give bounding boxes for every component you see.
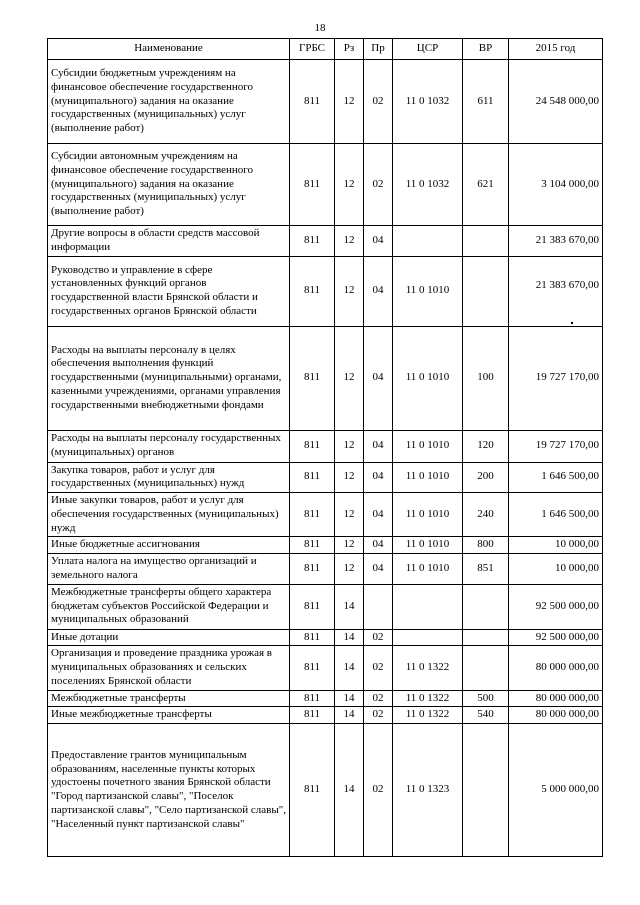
cell-amount: 24 548 000,00 (509, 60, 603, 144)
table-row (48, 554, 603, 585)
cell-pr: 02 (364, 629, 393, 646)
cell-csr: 11 0 1010 (393, 430, 463, 462)
cell-grbs: 811 (290, 326, 335, 430)
cell-csr: 11 0 1322 (393, 646, 463, 690)
cell-grbs: 811 (290, 226, 335, 257)
header-name: Наименование (48, 39, 290, 60)
cell-pr: 04 (364, 326, 393, 430)
cell-rz: 12 (335, 256, 364, 326)
cell-vr: 611 (463, 60, 509, 144)
cell-grbs: 811 (290, 724, 335, 857)
cell-grbs: 811 (290, 584, 335, 629)
cell-pr: 02 (364, 60, 393, 144)
header-vr: ВР (463, 39, 509, 60)
cell-name: Закупка товаров, работ и услуг для государственных (муниципальных) нужд (48, 462, 290, 493)
cell-csr: 11 0 1010 (393, 554, 463, 585)
cell-name: Иные дотации (48, 629, 290, 646)
cell-rz: 14 (335, 707, 364, 724)
cell-pr: 04 (364, 256, 393, 326)
cell-rz: 14 (335, 724, 364, 857)
table-row (48, 493, 603, 537)
cell-pr: 02 (364, 646, 393, 690)
cell-csr (393, 629, 463, 646)
cell-rz: 12 (335, 60, 364, 144)
cell-amount: 10 000,00 (509, 554, 603, 585)
cell-name: Межбюджетные трансферты общего характера бюджетам субъектов Российской Федерации и муниципальных образований (48, 584, 290, 629)
cell-csr: 11 0 1010 (393, 256, 463, 326)
cell-name: Межбюджетные трансферты (48, 690, 290, 707)
table-row (48, 60, 603, 144)
cell-pr: 02 (364, 707, 393, 724)
cell-csr: 11 0 1010 (393, 326, 463, 430)
cell-name: Субсидии бюджетным учреждениям на финансовое обеспечение государственного (муниципального) задания на оказание государственных (муниципальных) услуг (выполнение работ) (48, 60, 290, 144)
cell-vr: 500 (463, 690, 509, 707)
header-csr: ЦСР (393, 39, 463, 60)
cell-vr (463, 584, 509, 629)
cell-vr: 200 (463, 462, 509, 493)
cell-pr: 04 (364, 462, 393, 493)
budget-table (47, 38, 603, 857)
cell-vr: 851 (463, 554, 509, 585)
cell-csr: 11 0 1323 (393, 724, 463, 857)
cell-amount: 5 000 000,00 (509, 724, 603, 857)
cell-rz: 14 (335, 646, 364, 690)
table-row (48, 724, 603, 857)
cell-name: Другие вопросы в области средств массовой информации (48, 226, 290, 257)
cell-csr: 11 0 1010 (393, 537, 463, 554)
cell-grbs: 811 (290, 646, 335, 690)
page-number: 18 (314, 22, 326, 34)
cell-csr: 11 0 1322 (393, 707, 463, 724)
cell-name: Руководство и управление в сфере установленных функций органов государственной власти Брянской области и государственных органов Брянской области (48, 256, 290, 326)
cell-amount: 92 500 000,00 (509, 629, 603, 646)
cell-vr: 100 (463, 326, 509, 430)
cell-grbs: 811 (290, 60, 335, 144)
table-row (48, 226, 603, 257)
header-pr: Пр (364, 39, 393, 60)
table-row (48, 462, 603, 493)
cell-grbs: 811 (290, 707, 335, 724)
cell-rz: 14 (335, 690, 364, 707)
table-row (48, 326, 603, 430)
cell-csr: 11 0 1322 (393, 690, 463, 707)
header-rz: Рз (335, 39, 364, 60)
cell-vr: 800 (463, 537, 509, 554)
table-row (48, 537, 603, 554)
cell-pr: 02 (364, 144, 393, 226)
cell-grbs: 811 (290, 493, 335, 537)
cell-csr: 11 0 1010 (393, 493, 463, 537)
cell-amount: 19 727 170,00 (509, 430, 603, 462)
cell-rz: 12 (335, 226, 364, 257)
table-row (48, 430, 603, 462)
table-row (48, 256, 603, 326)
cell-rz: 12 (335, 554, 364, 585)
cell-name: Иные межбюджетные трансферты (48, 707, 290, 724)
table-row (48, 690, 603, 707)
cell-name: Предоставление грантов муниципальным образованиям, населенные пункты которых удостоены почетного звания Брянской области "Город партизанской славы", "Поселок партизанской славы", "Село партизанской славы", "Населенный пункт партизанской славы" (48, 724, 290, 857)
cell-pr: 04 (364, 537, 393, 554)
cell-csr: 11 0 1010 (393, 462, 463, 493)
header-year: 2015 год (509, 39, 603, 60)
scan-dot (571, 322, 573, 324)
cell-vr (463, 226, 509, 257)
cell-csr (393, 584, 463, 629)
cell-rz: 14 (335, 629, 364, 646)
cell-pr: 02 (364, 724, 393, 857)
cell-amount: 21 383 670,00 (509, 256, 603, 326)
cell-amount: 19 727 170,00 (509, 326, 603, 430)
cell-amount: 1 646 500,00 (509, 493, 603, 537)
cell-vr (463, 256, 509, 326)
cell-grbs: 811 (290, 629, 335, 646)
cell-rz: 14 (335, 584, 364, 629)
cell-name: Расходы на выплаты персоналу в целях обеспечения выполнения функций государственными (муниципальными) органами, казенными учреждениями, органами управления государственными внебюджетными фондами (48, 326, 290, 430)
cell-vr (463, 629, 509, 646)
cell-amount: 80 000 000,00 (509, 690, 603, 707)
cell-vr: 621 (463, 144, 509, 226)
table-row (48, 144, 603, 226)
cell-vr (463, 646, 509, 690)
cell-pr: 02 (364, 690, 393, 707)
cell-pr: 04 (364, 226, 393, 257)
cell-rz: 12 (335, 462, 364, 493)
cell-vr: 120 (463, 430, 509, 462)
cell-pr: 04 (364, 493, 393, 537)
cell-name: Субсидии автономным учреждениям на финансовое обеспечение государственного (муниципального) задания на оказание государственных (муниципальных) услуг (выполнение работ) (48, 144, 290, 226)
cell-rz: 12 (335, 493, 364, 537)
header-row (48, 39, 603, 60)
cell-rz: 12 (335, 430, 364, 462)
cell-amount: 3 104 000,00 (509, 144, 603, 226)
cell-grbs: 811 (290, 537, 335, 554)
cell-amount: 10 000,00 (509, 537, 603, 554)
cell-rz: 12 (335, 537, 364, 554)
cell-grbs: 811 (290, 690, 335, 707)
cell-grbs: 811 (290, 430, 335, 462)
cell-pr: 04 (364, 430, 393, 462)
cell-rz: 12 (335, 326, 364, 430)
cell-amount: 21 383 670,00 (509, 226, 603, 257)
cell-vr (463, 724, 509, 857)
table-row (48, 584, 603, 629)
cell-grbs: 811 (290, 256, 335, 326)
table-row (48, 707, 603, 724)
header-grbs: ГРБС (290, 39, 335, 60)
cell-grbs: 811 (290, 554, 335, 585)
cell-amount: 80 000 000,00 (509, 646, 603, 690)
cell-pr (364, 584, 393, 629)
cell-name: Расходы на выплаты персоналу государственных (муниципальных) органов (48, 430, 290, 462)
cell-name: Организация и проведение праздника урожая в муниципальных образованиях и сельских поселениях Брянской области (48, 646, 290, 690)
table-row (48, 646, 603, 690)
cell-grbs: 811 (290, 462, 335, 493)
cell-amount: 92 500 000,00 (509, 584, 603, 629)
cell-grbs: 811 (290, 144, 335, 226)
cell-csr: 11 0 1032 (393, 144, 463, 226)
cell-csr (393, 226, 463, 257)
cell-pr: 04 (364, 554, 393, 585)
table-row (48, 629, 603, 646)
cell-vr: 540 (463, 707, 509, 724)
cell-csr: 11 0 1032 (393, 60, 463, 144)
cell-name: Иные закупки товаров, работ и услуг для обеспечения государственных (муниципальных) нужд (48, 493, 290, 537)
cell-amount: 1 646 500,00 (509, 462, 603, 493)
cell-name: Уплата налога на имущество организаций и земельного налога (48, 554, 290, 585)
cell-name: Иные бюджетные ассигнования (48, 537, 290, 554)
cell-amount: 80 000 000,00 (509, 707, 603, 724)
cell-vr: 240 (463, 493, 509, 537)
cell-rz: 12 (335, 144, 364, 226)
